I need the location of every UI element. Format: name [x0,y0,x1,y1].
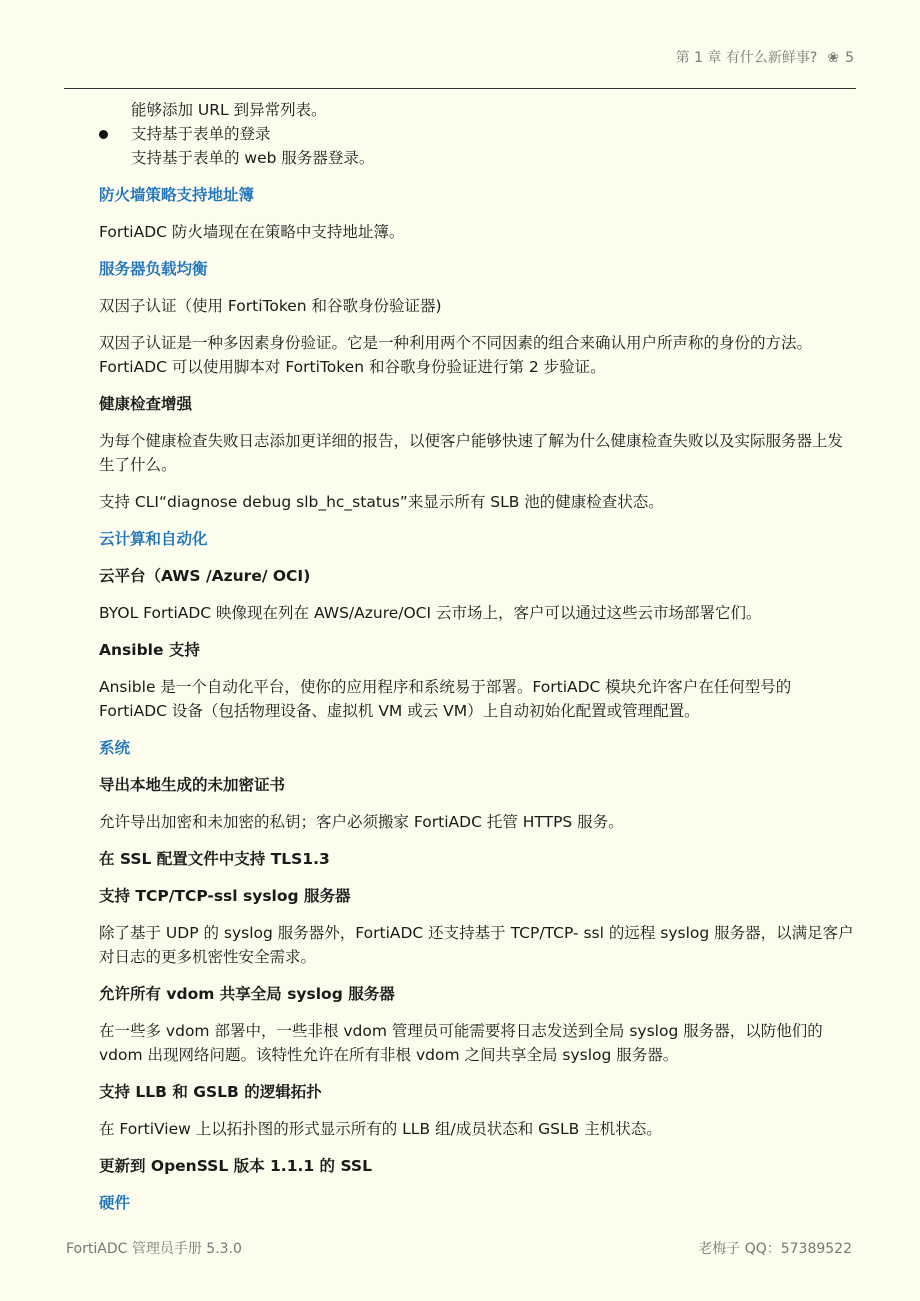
heading-topology: 支持 LLB 和 GSLB 的逻辑拓扑 [99,1083,322,1101]
paragraph-byol: BYOL FortiADC 映像现在列在 AWS/Azure/OCI 云市场上，客户可以通过这些云市场部署它们。 [99,604,762,622]
paragraph-2fa-title: 双因子认证（使用 FortiToken 和谷歌身份验证器) [99,297,442,315]
page-header [64,44,856,89]
running-header [676,47,854,67]
heading-system: 系统 [99,739,131,757]
heading-openssl: 更新到 OpenSSL 版本 1.1.1 的 SSL [99,1157,372,1175]
heading-health-check: 健康检查增强 [99,395,193,413]
paragraph-2fa-line2: FortiADC 可以使用脚本对 FortiToken 和谷歌身份验证进行第 2 步验证。 [99,358,606,376]
chapter-title: 第 1 章 有什么新鲜事? [675,50,818,66]
paragraph-2fa-line1: 双因子认证是一种多因素身份验证。它是一种利用两个不同因素的组合来确认用户所声称的身份的方法。 [99,334,813,352]
heading-cloud: 云计算和自动化 [99,530,208,548]
paragraph-cli: 支持 CLI“diagnose debug slb_hc_status”来显示所有 SLB 池的健康检查状态。 [99,493,664,511]
paragraph-topology: 在 FortiView 上以拓扑图的形式显示所有的 LLB 组/成员状态和 GSLB 主机状态。 [99,1120,662,1138]
heading-ansible: Ansible 支持 [99,641,200,659]
heading-slb: 服务器负载均衡 [99,260,208,278]
heading-cloud-platform: 云平台（AWS /Azure/ OCI) [99,567,311,585]
bullet-icon [99,130,108,139]
paragraph-vdom-syslog: 在一些多 vdom 部署中，一些非根 vdom 管理员可能需要将日志发送到全局 syslog 服务器，以防他们的 vdom 出现网络问题。该特性允许在所有非根 vdom 之间共享全局 syslog 服务器。 [99,1022,823,1064]
flower-icon: ❀ [827,50,840,66]
heading-tls: 在 SSL 配置文件中支持 TLS1.3 [99,850,330,868]
page-content [99,98,856,1215]
footer-manual-title: FortiADC 管理员手册 5.3.0 [66,1241,242,1257]
heading-hardware: 硬件 [99,1194,131,1212]
paragraph-ansible: Ansible 是一个自动化平台，使你的应用程序和系统易于部署。FortiADC 模块允许客户在任何型号的 FortiADC 设备（包括物理设备、虚拟机 VM 或云 VM）上自动初始化配置或管理配置。 [99,678,792,720]
footer-author: 老梅子 QQ：57389522 [698,1241,852,1257]
list-item [99,122,856,170]
paragraph-export-cert: 允许导出加密和未加密的私钥；客户必须搬家 FortiADC 托管 HTTPS 服务。 [99,813,624,831]
bullet-title: 支持基于表单的登录 [131,125,271,143]
heading-firewall: 防火墙策略支持地址簿 [99,186,255,204]
heading-export-cert: 导出本地生成的未加密证书 [99,776,286,794]
heading-tcp-syslog: 支持 TCP/TCP-ssl syslog 服务器 [99,887,351,905]
paragraph-health-check: 为每个健康检查失败日志添加更详细的报告，以便客户能够快速了解为什么健康检查失败以及实际服务器上发生了什么。 [99,432,844,474]
paragraph-firewall: FortiADC 防火墙现在在策略中支持地址簿。 [99,223,405,241]
list-continuation: 能够添加 URL 到异常列表。 [131,101,327,119]
paragraph-2fa [99,331,856,379]
page-number: 5 [845,50,854,66]
page-footer [66,1238,852,1258]
paragraph-tcp-syslog: 除了基于 UDP 的 syslog 服务器外，FortiADC 还支持基于 TCP/TCP- ssl 的远程 syslog 服务器，以满足客户对日志的更多机密性安全需求。 [99,924,854,966]
bullet-description: 支持基于表单的 web 服务器登录。 [131,149,375,167]
heading-vdom-syslog: 允许所有 vdom 共享全局 syslog 服务器 [99,985,395,1003]
